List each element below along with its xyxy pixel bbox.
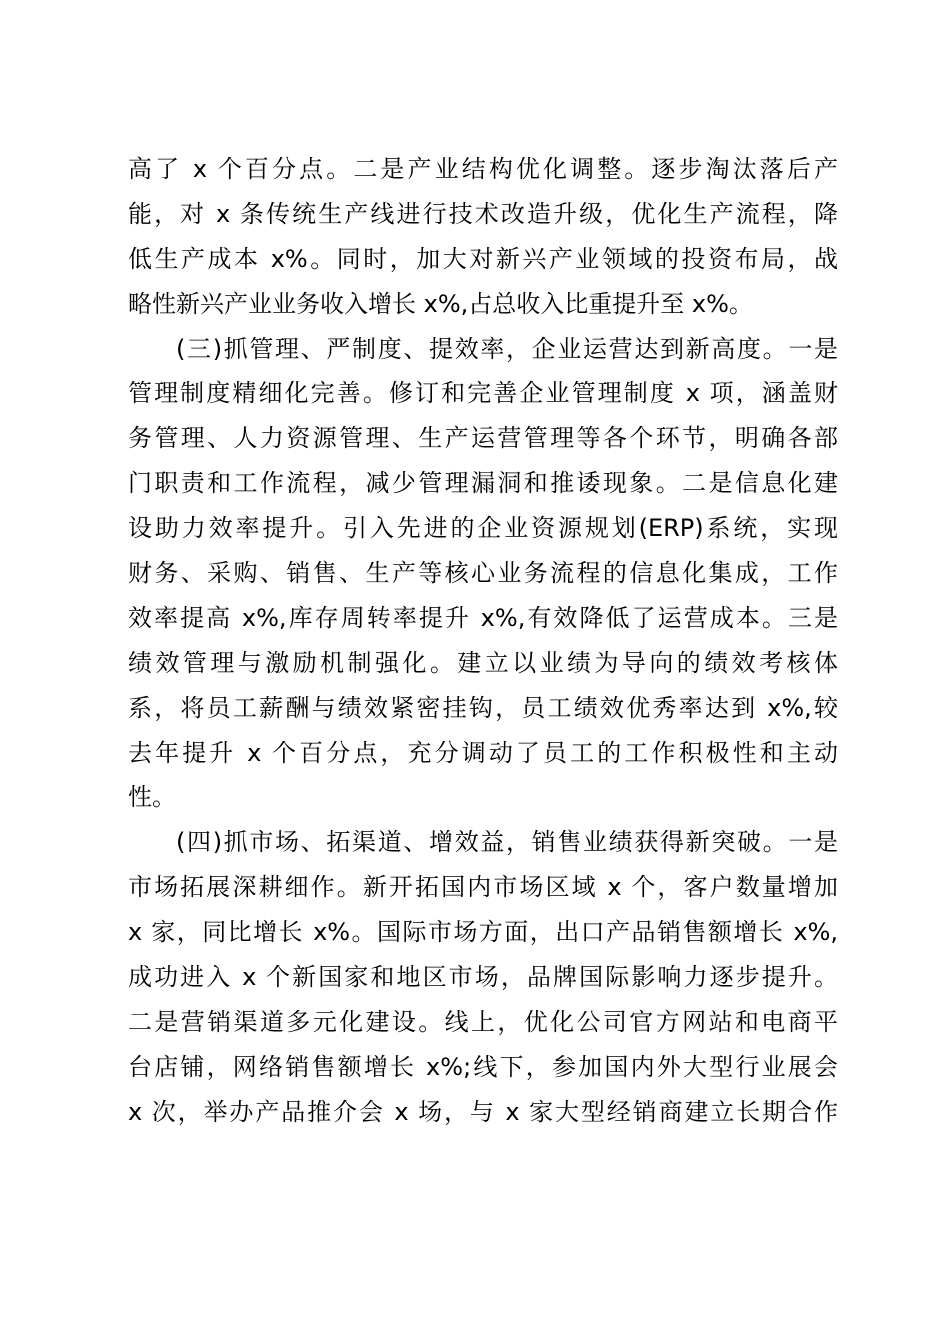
text-line: 务管理、人力资源管理、生产运营管理等各个环节，明确各部 (128, 424, 838, 453)
section-heading-line: (三)抓管理、严制度、提效率，企业运营达到新高度。一是 (176, 334, 838, 363)
text-line: 低生产成本 x%。同时，加大对新兴产业领域的投资布局，战 (128, 244, 838, 273)
text-line: 市场拓展深耕细作。新开拓国内市场区域 x 个，客户数量增加 (128, 873, 838, 902)
text-line: 绩效管理与激励机制强化。建立以业绩为导向的绩效考核体 (128, 648, 838, 677)
text-line: x 家，同比增长 x%。国际市场方面，出口产品销售额增长 x%, (128, 918, 838, 947)
text-line: 成功进入 x 个新国家和地区市场，品牌国际影响力逐步提升。 (128, 963, 838, 992)
text-line: 设助力效率提升。引入先进的企业资源规划(ERP)系统，实现 (128, 514, 838, 543)
text-line: x 次，举办产品推介会 x 场，与 x 家大型经销商建立长期合作 (128, 1097, 838, 1126)
body-text (128, 147, 838, 1135)
text-line: 效率提高 x%,库存周转率提升 x%,有效降低了运营成本。三是 (128, 603, 838, 632)
text-line: 财务、采购、销售、生产等核心业务流程的信息化集成，工作 (128, 559, 838, 588)
section-heading-line: (四)抓市场、拓渠道、增效益，销售业绩获得新突破。一是 (176, 828, 838, 857)
text-line: 性。 (128, 783, 176, 812)
text-line: 台店铺，网络销售额增长 x%;线下，参加国内外大型行业展会 (128, 1052, 838, 1081)
text-line: 高了 x 个百分点。二是产业结构优化调整。逐步淘汰落后产 (128, 155, 838, 183)
text-line: 能，对 x 条传统生产线进行技术改造升级，优化生产流程，降 (128, 199, 838, 228)
text-line: 门职责和工作流程，减少管理漏洞和推诿现象。二是信息化建 (128, 469, 838, 498)
text-line: 略性新兴产业业务收入增长 x%,占总收入比重提升至 x%。 (128, 289, 753, 318)
text-line: 系，将员工薪酬与绩效紧密挂钩，员工绩效优秀率达到 x%,较 (128, 693, 838, 722)
text-line: 管理制度精细化完善。修订和完善企业管理制度 x 项，涵盖财 (128, 379, 838, 408)
text-line: 去年提升 x 个百分点，充分调动了员工的工作积极性和主动 (128, 738, 838, 767)
text-line: 二是营销渠道多元化建设。线上，优化公司官方网站和电商平 (128, 1007, 838, 1036)
